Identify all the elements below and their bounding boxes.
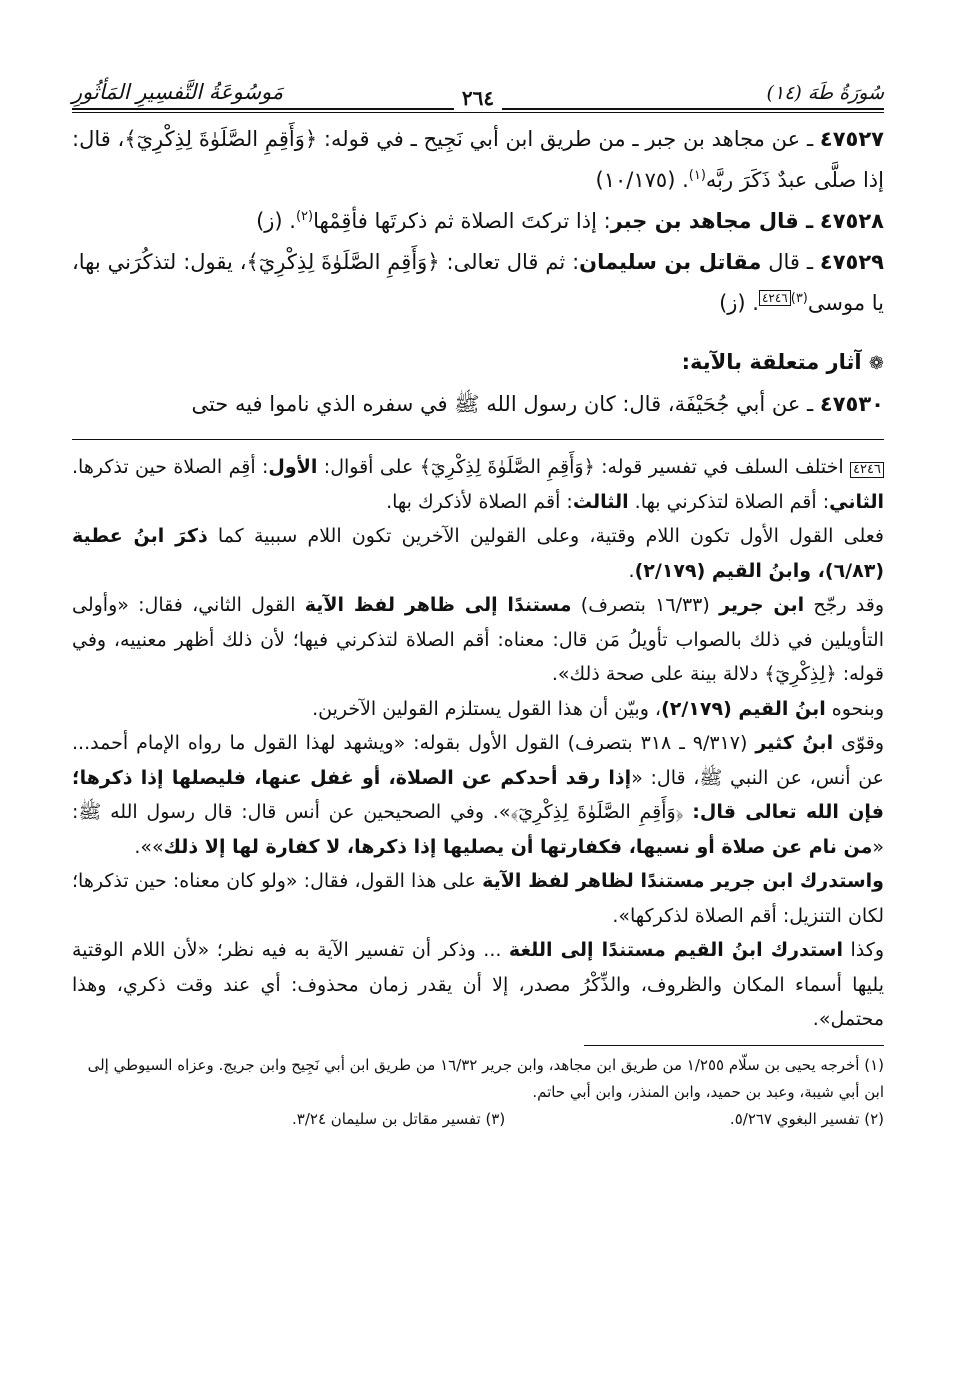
commentary-block (72, 450, 884, 1037)
text-run: وبنحوه (825, 697, 884, 720)
text-run: »». (134, 835, 164, 858)
commentary-p4 (72, 692, 884, 727)
bold-run: واستدرك ابن جرير مستندًا لظاهر لفظ الآية (482, 870, 884, 892)
text-run: : أقم الصلاة لأذكرك بها. (386, 490, 573, 513)
bold-run: ابن جرير (719, 594, 805, 616)
entry-47529: ٤٧٥٢٩ ـ قال مقاتل بن سليمان: ثم قال تعالى: ﴿وَأَقِمِ الصَّلَوٰةَ لِذِكْرِيٓ﴾، يقول: لتذكُرَني بها، يا موسى$^{(٣)}$٤٢٤٦. (ز) (72, 250, 884, 315)
footnote-ref: (٢) (295, 209, 314, 224)
bold-run: إذا رقد أحدكم عن الصلاة، أو غفل عنها، فليصلها إذا ذكرها؛ فإن الله تعالى قال: (72, 766, 884, 823)
header-rule-thin (72, 112, 884, 113)
text-run: وقد رجّح (804, 594, 885, 616)
bold-run: ابنُ القيم (٢/١٧٩) (661, 697, 826, 720)
text-run: (١٦/٣٣ بتصرف) (571, 594, 720, 616)
flower-icon: ❁ (868, 353, 884, 374)
text-run: على هذا القول، فقال: «ولو كان معناه: حين تذكرها؛ لكان التنزيل: أقم الصلاة لذكركها». (72, 870, 884, 927)
footnote-ref: (٣) (790, 291, 808, 306)
footnote-ref: (١) (688, 168, 706, 183)
commentary-p7 (72, 933, 884, 1037)
page-header (72, 64, 884, 110)
footnote-1: (١) أخرجه يحيى بن سلّام ١/٢٥٥ من طريق ابن مجاهد، وابن جرير ١٦/٣٢ من طريق ابن أبي نَجِيح وابن جريج. وعزاه السيوطي إلى ابن أبي شيبة، وعبد بن حميد، وابن المنذر، وابن أبي حاتم. (87, 1055, 884, 1101)
commentary-p2 (72, 519, 884, 588)
commentary-p5 (72, 726, 884, 864)
bold-run: استدرك ابنُ القيم مستندًا إلى اللغة (508, 939, 843, 961)
encyclopedia-title: مَوسُوعَةُ التَّفسِيرِ المَأثُورِ (72, 80, 284, 104)
text-run: وكذا (843, 939, 884, 961)
page-number: ٢٦٤ (72, 86, 884, 110)
bold-run: ابنُ كثير (755, 732, 834, 754)
main-text (72, 119, 884, 425)
bold-run: من نام عن صلاة أو نسيها، فكفارتها أن يصليها إذا ذكرها، لا كفارة لها إلا ذلك (163, 835, 873, 858)
footnotes (72, 1052, 884, 1133)
footnote-row (72, 1106, 884, 1133)
bold-run: الأول (268, 456, 318, 478)
entry-47527: ٤٧٥٢٧ ـ عن مجاهد بن جبر ـ من طريق ابن أبي نَجِيح ـ في قوله: ﴿وَأَقِمِ الصَّلَوٰةَ لِذِكْرِيٓ﴾، قال: إذا صلَّى عبدٌ ذَكَرَ ربَّه$^{(١)}$. (١٠/١٧٥) (72, 127, 884, 192)
bold-run: الثاني (829, 490, 884, 513)
commentary-box-number: ٤٢٤٦ (850, 462, 884, 478)
text-run: ، وبيّن أن هذا القول يستلزم القولين الآخرين. (312, 697, 662, 720)
commentary-p1 (72, 450, 884, 519)
surah-title: سُورَةُ طَهَ (١٤) (766, 82, 884, 104)
footnote-2: (٢) تفسير البغوي ٥/٢٦٧. (729, 1109, 884, 1128)
text-run: فعلى القول الأول تكون اللام وقتية، وعلى القولين الآخرين تكون اللام سببية كما (207, 525, 884, 547)
text-run: وقوّى (833, 732, 885, 754)
commentary-divider (72, 439, 884, 440)
footnote-rule (584, 1045, 884, 1046)
bold-run: مستندًا إلى ظاهر لفظ الآية (304, 594, 572, 616)
commentary-p3 (72, 588, 884, 692)
text-run: : أقم الصلاة لتذكرني بها. (628, 490, 830, 513)
text-run: اختلف السلف في تفسير قوله: ﴿وَأَقِمِ الصَّلَوٰةَ لِذِكْرِيٓ﴾ على أقوال: (317, 456, 851, 478)
text-run: ﴿وَأَقِمِ الصَّلَوٰةَ لِذِكْرِيٓ﴾». وفي الصحيحين عن أنس قال: قال رسول الله ﷺ: « (72, 801, 884, 858)
section-title: ❁ آثار متعلقة بالآية: (681, 350, 884, 374)
commentary-p6 (72, 864, 884, 933)
page (72, 64, 884, 1364)
commentary-ref-box: ٤٢٤٦ (759, 290, 791, 306)
footnote-3: (٣) تفسير مقاتل بن سليمان ٣/٢٤. (292, 1109, 506, 1128)
text-run: : أقِم الصلاة حين تذكرها. (72, 456, 269, 478)
text-run: . (628, 559, 635, 582)
entry-47528: ٤٧٥٢٨ ـ قال مجاهد بن جبر: إذا تركتَ الصلاة ثم ذكرتَها فأقِمْها$^{(٢)}$. (ز) (256, 209, 884, 233)
text-run: ... وذكر أن تفسير الآية به فيه نظر؛ «لأن اللام الوقتية يليها أسماء المكان والظروف، والذِّكْرُ مصدر، إلا أن يقدر زمان محذوف: أي عند وقت ذكري، وهذا محتمل». (72, 939, 884, 1030)
bold-run: الثالث (572, 490, 629, 513)
text-run: (٩/٣١٧ ـ ٣١٨ بتصرف) القول الأول بقوله: «ويشهد لهذا القول ما رواه الإمام أحمد... عن أنس، عن النبي ﷺ، قال: « (72, 732, 885, 789)
bold-run: ذكرَ ابنُ عطية (٦/٨٣)، وابنُ القيم (٢/١٧٩) (72, 525, 884, 582)
text-run: القول الثاني، فقال: «وأولى التأويلين في ذلك بالصواب تأويلُ مَن قال: معناه: أقم الصلاة لتذكرني فيها؛ لأن ذلك أظهر معنييه، وفي قوله: ﴿لِذِكْرِيٓ﴾ دلالة بينة على صحة ذلك». (72, 594, 884, 685)
entry-47530: ٤٧٥٣٠ ـ عن أبي جُحَيْفَة، قال: كان رسول الله ﷺ في سفره الذي ناموا فيه حتى (191, 392, 884, 416)
